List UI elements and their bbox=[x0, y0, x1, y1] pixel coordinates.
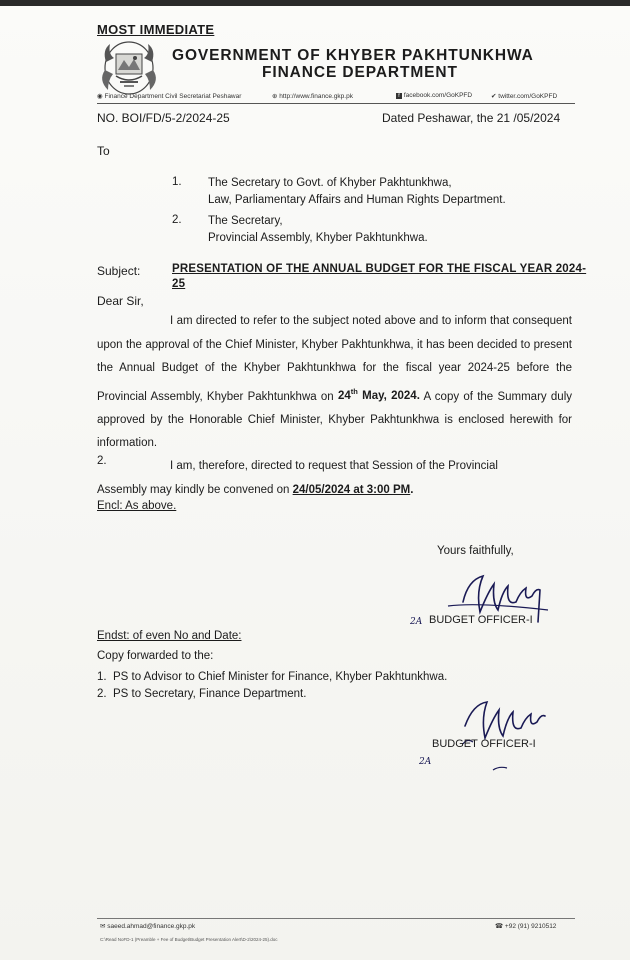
copy-list-item bbox=[97, 671, 447, 683]
twitter-icon: ✔ bbox=[491, 93, 497, 100]
department-name: FINANCE DEPARTMENT bbox=[262, 64, 458, 81]
paragraph-1-text-b: A copy of the Summary duly approved by the Honorable Chief Minister, Khyber Pakhtunkhwa is enclosed herewith for information. bbox=[97, 390, 572, 450]
session-datetime: 24/05/2024 at 3:00 PM bbox=[292, 483, 411, 496]
twitter-contact bbox=[491, 92, 557, 100]
svg-text:2A: 2A bbox=[410, 617, 423, 627]
paragraph-1-text: I am directed to refer to the subject noted above and to inform that consequent upon the approval of the Chief Minister, Khyber Pakhtunkhwa, it has been decided to present the Annual Budget of the Khyber Pakhtunkhwa for the fiscal year 2024-25 before the Provincial Assembly, Khyber Pakhtunkhwa on bbox=[97, 315, 572, 403]
recipient-line: The Secretary, bbox=[208, 215, 283, 227]
recipient-line: Law, Parliamentary Affairs and Human Rights Department. bbox=[208, 194, 506, 206]
list-number: 2. bbox=[97, 688, 107, 700]
twitter-link[interactable]: twitter.com/GoKPFD bbox=[498, 93, 558, 100]
facebook-icon: f bbox=[396, 93, 402, 99]
recipient-number: 2. bbox=[172, 214, 182, 226]
budget-date-suffix: th bbox=[350, 387, 358, 397]
top-border bbox=[0, 0, 630, 6]
list-text: PS to Secretary, Finance Department. bbox=[112, 688, 307, 700]
file-path: C:\Read NoFD-1 (Preamble + Fee of Budget\Budget Presentation Alert\D-2\2024-25).doc bbox=[100, 937, 278, 942]
list-text: PS to Advisor to Chief Minister for Finance, Khyber Pakhtunkhwa. bbox=[112, 671, 448, 683]
website-link[interactable]: http://www.finance.gkp.pk bbox=[279, 93, 353, 100]
recipient-address bbox=[208, 213, 428, 247]
recipient-number: 1. bbox=[172, 176, 182, 188]
facebook-contact bbox=[396, 92, 472, 99]
closing: Yours faithfully, bbox=[437, 545, 514, 557]
salutation: Dear Sir, bbox=[97, 294, 144, 308]
footer-email bbox=[100, 922, 195, 930]
letter-date: Dated Peshawar, the 21 /05/2024 bbox=[382, 111, 561, 125]
subject-line: PRESENTATION OF THE ANNUAL BUDGET FOR THE FISCAL YEAR 2024-25 bbox=[172, 263, 587, 290]
phone-icon: ☎ bbox=[495, 923, 504, 930]
footer-phone bbox=[495, 922, 556, 930]
signatory-2-title: BUDGET OFFICER-I bbox=[432, 738, 536, 750]
budget-date-month-year: May, 2024. bbox=[362, 390, 420, 403]
budget-date-day: 24 bbox=[337, 390, 351, 403]
paragraph-2-first-line: I am, therefore, directed to request that Session of the Provincial bbox=[170, 460, 498, 472]
to-label: To bbox=[97, 144, 110, 158]
recipient-line: The Secretary to Govt. of Khyber Pakhtunkhwa, bbox=[208, 177, 452, 189]
copy-forwarded-label: Copy forwarded to the: bbox=[97, 650, 214, 662]
address-text: Finance Department Civil Secretariat Peshawar bbox=[104, 93, 242, 100]
paragraph-2 bbox=[97, 455, 572, 502]
signatory-1-title: BUDGET OFFICER-I bbox=[429, 614, 533, 626]
signature-2 bbox=[415, 686, 575, 771]
email-icon: ✉ bbox=[100, 923, 106, 930]
endorsement-label: Endst: of even No and Date: bbox=[97, 630, 242, 642]
website-contact bbox=[272, 92, 353, 100]
address-contact bbox=[97, 92, 241, 100]
paragraph-2-end: . bbox=[410, 483, 414, 496]
kp-government-emblem bbox=[96, 40, 162, 96]
header-divider bbox=[97, 103, 575, 104]
location-pin-icon: ◉ bbox=[97, 93, 103, 100]
paragraph-1 bbox=[97, 310, 572, 456]
priority-marking: MOST IMMEDIATE bbox=[97, 22, 215, 37]
footer-email-text[interactable]: saeed.ahmad@finance.gkp.pk bbox=[107, 923, 196, 930]
subject-label: Subject: bbox=[97, 264, 141, 278]
enclosure-note: Encl: As above. bbox=[97, 500, 177, 512]
paragraph-2-text: Assembly may kindly be convened on bbox=[97, 483, 290, 496]
footer-phone-text: +92 (91) 9210512 bbox=[504, 923, 557, 930]
paragraph-2-number: 2. bbox=[97, 455, 107, 467]
globe-icon: ⊕ bbox=[272, 93, 278, 100]
budget-date bbox=[337, 387, 420, 403]
org-name: GOVERNMENT OF KHYBER PAKHTUNKHWA bbox=[172, 47, 534, 64]
reference-number: NO. BOI/FD/5-2/2024-25 bbox=[97, 111, 230, 125]
facebook-link[interactable]: facebook.com/GoKPFD bbox=[403, 92, 473, 99]
recipient-line: Provincial Assembly, Khyber Pakhtunkhwa. bbox=[208, 232, 428, 244]
list-number: 1. bbox=[97, 671, 107, 683]
copy-list-item bbox=[97, 688, 306, 700]
svg-text:2A: 2A bbox=[419, 757, 432, 767]
footer-divider bbox=[97, 918, 575, 919]
recipient-address bbox=[208, 175, 506, 209]
